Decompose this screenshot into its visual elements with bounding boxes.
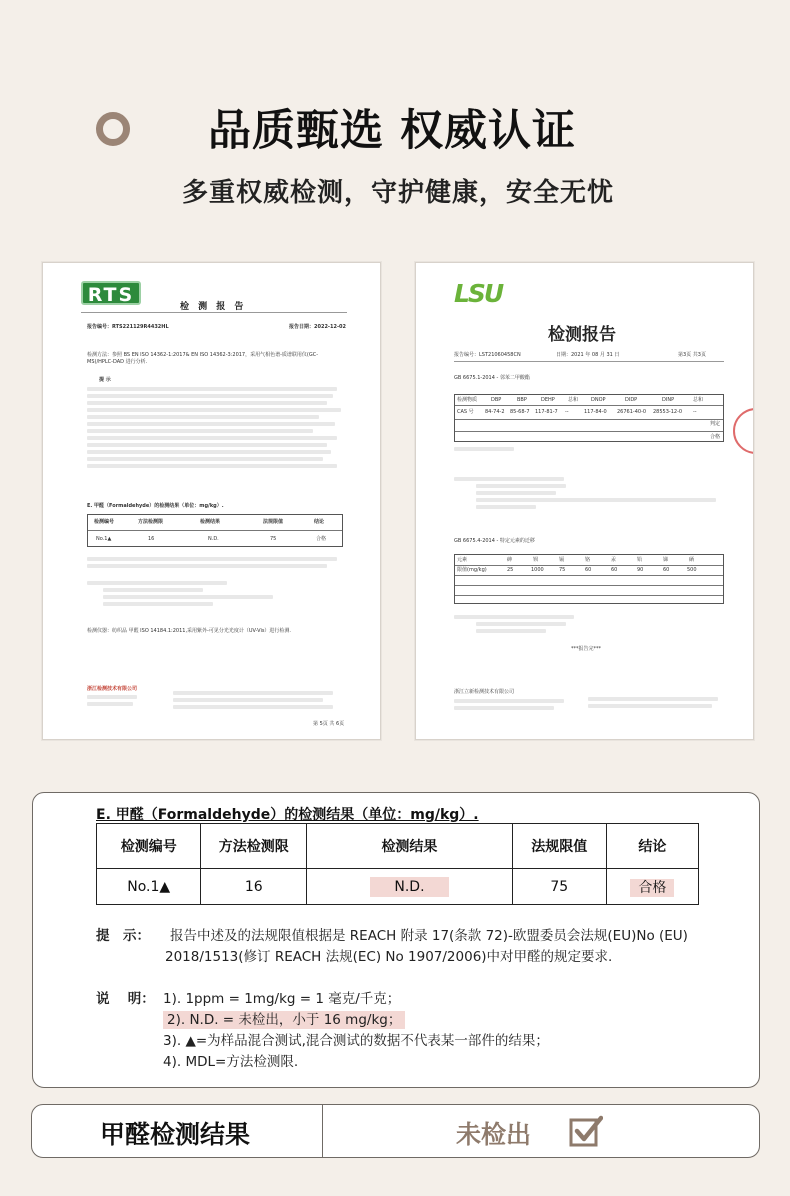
rts-instrument: 检测仪器：纺织品 甲醛 ISO 14184.1:2011,采用紫外-可见分光光度计（UV-Vis）进行检测. bbox=[87, 628, 292, 634]
summary-result: 未检出 bbox=[456, 1120, 532, 1149]
circle-bullet-icon bbox=[96, 112, 130, 146]
rts-report-title: 检 测 报 告 bbox=[180, 302, 247, 312]
summary-label: 甲醛检测结果 bbox=[100, 1120, 251, 1149]
cell-result: N.D. bbox=[370, 877, 448, 897]
header-regulatory-limit: 法规限值 bbox=[512, 824, 606, 869]
header-conclusion: 结论 bbox=[606, 824, 698, 869]
lsu-elements-table: 元素 砷 钡 镉 铬 汞 铅 锑 硒 限值(mg/kg) 25 1000 75 60 60 90 60 500 bbox=[454, 554, 724, 604]
lsu-standard-1: GB 6675.1-2014 - 邻苯二甲酸酯 bbox=[454, 375, 530, 381]
note-4: 4). MDL=方法检测限. bbox=[163, 1054, 299, 1070]
cell-regulatory-limit: 75 bbox=[512, 869, 606, 905]
tip-line-2: 2018/1513(修订 REACH 法规(EC) No 1907/2006)中对甲醛的规定要求. bbox=[165, 949, 613, 965]
header-method-limit: 方法检测限 bbox=[201, 824, 307, 869]
lsu-report-title: 检测报告 bbox=[548, 325, 616, 345]
rts-method: 检测方法：参照 BS EN ISO 14362-1:2017& EN ISO 14362-3:2017，采用气相色谱-质谱联用仪(GC-MS)/HPLC-DAD 进行分析. bbox=[87, 352, 319, 365]
rts-table-title: E. 甲醛（Formaldehyde）的检测结果（单位：mg/kg）. bbox=[87, 503, 224, 509]
lsu-page-number: 第3页 共3页 bbox=[678, 352, 706, 358]
lsu-report-thumbnail bbox=[415, 262, 754, 740]
rts-report-thumbnail bbox=[42, 262, 381, 740]
lsu-phthalate-table: 检测物质 DBP BBP DEHP 总和 DNOP DIDP DINP 总和 CAS 号 84-74-2 85-68-7 117-81-7 -- 117-84-0 26761-40-0 28553-12-0 -- 判定 合格 bbox=[454, 394, 724, 442]
formaldehyde-result-table bbox=[96, 823, 699, 905]
red-seal-stamp bbox=[733, 408, 754, 454]
lsu-end-of-report: ***报告完*** bbox=[571, 646, 602, 652]
cell-test-id: No.1▲ bbox=[97, 869, 201, 905]
lsu-standard-2: GB 6675.4-2014 - 特定元素的迁移 bbox=[454, 538, 535, 544]
page-title: 品质甄选 权威认证 bbox=[208, 106, 576, 156]
note-2: 2). N.D. = 未检出，小于 16 mg/kg； bbox=[163, 1011, 405, 1029]
note-label: 说 明： bbox=[96, 991, 155, 1007]
lsu-report-number: 报告编号：LST21060458CN bbox=[454, 352, 521, 358]
cell-method-limit: 16 bbox=[201, 869, 307, 905]
rts-tip-heading: 提 示 bbox=[99, 377, 111, 383]
cell-conclusion: 合格 bbox=[630, 879, 674, 897]
tip-line-1: 报告中述及的法规限值根据是 REACH 附录 17(条款 72)-欧盟委员会法规(EU)No (EU) bbox=[170, 928, 688, 944]
rts-report-date: 报告日期：2022-12-02 bbox=[289, 324, 346, 330]
header-result: 检测结果 bbox=[307, 824, 513, 869]
note-1: 1). 1ppm = 1mg/kg = 1 毫克/千克； bbox=[163, 991, 401, 1007]
page-subtitle: 多重权威检测，守护健康，安全无忧 bbox=[182, 178, 615, 208]
note-3: 3). ▲=为样品混合测试,混合测试的数据不代表某一部件的结果； bbox=[163, 1033, 549, 1049]
rts-page-number: 第 5页 共 6页 bbox=[313, 721, 345, 727]
header-test-id: 检测编号 bbox=[97, 824, 201, 869]
tip-label: 提 示： bbox=[96, 928, 150, 944]
rts-report-number: 报告编号：RTS221129R4432HL bbox=[87, 324, 169, 330]
rts-mini-table: 检测编号 方法检测限 检测结果 法规限值 结论 No.1▲ 16 N.D. 75 合格 bbox=[87, 514, 343, 547]
lsu-report-date: 日期：2021 年 08 月 31 日 bbox=[556, 352, 620, 358]
rts-logo: RTS bbox=[81, 281, 141, 305]
formaldehyde-table-title: E. 甲醛（Formaldehyde）的检测结果（单位：mg/kg）. bbox=[96, 807, 479, 823]
lsu-footer-company: 浙江立新检测技术有限公司 bbox=[454, 689, 515, 695]
lsu-logo: LSU bbox=[454, 279, 503, 308]
checkbox-checked-icon bbox=[569, 1115, 603, 1147]
table-row bbox=[97, 869, 699, 905]
rts-footer-company: 浙江检测技术有限公司 bbox=[87, 686, 138, 692]
